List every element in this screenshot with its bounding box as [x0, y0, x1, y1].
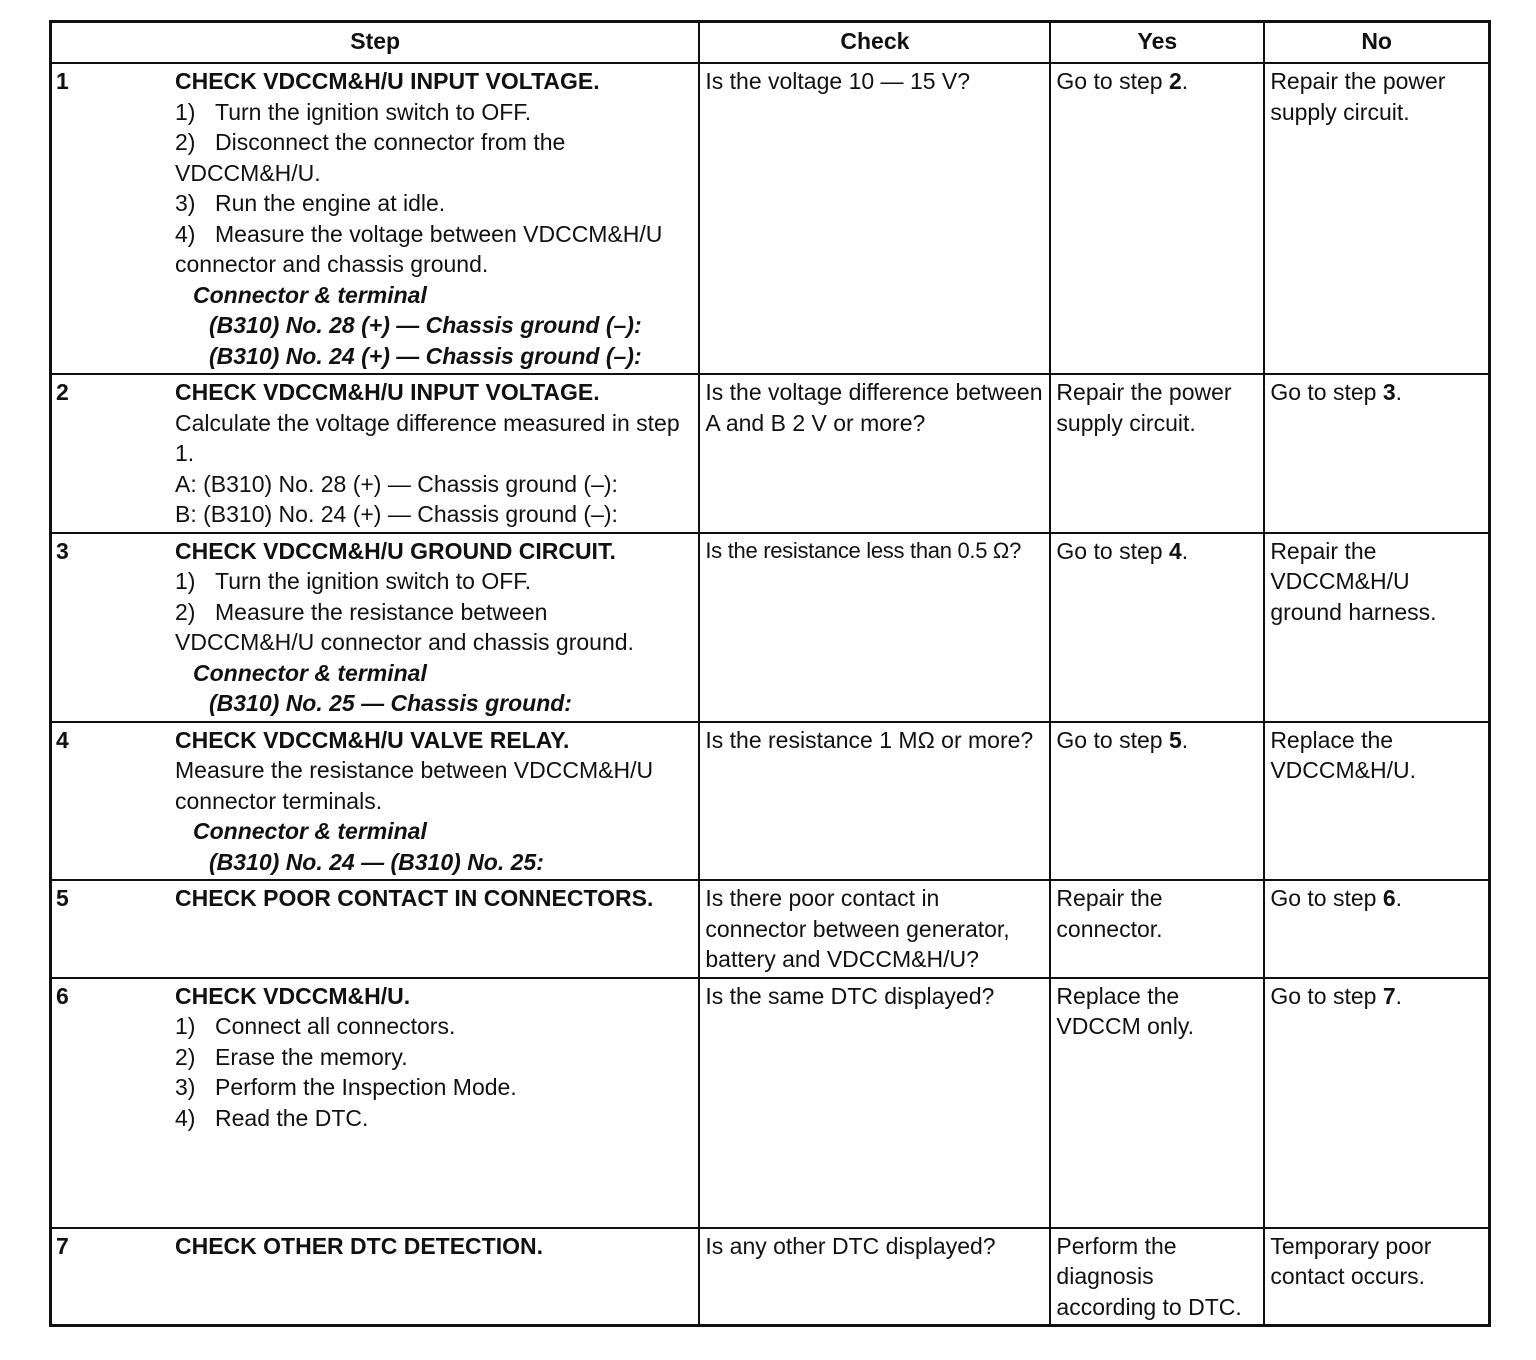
no-cell: Temporary poor contact occurs.: [1264, 1228, 1489, 1326]
step-title: CHECK POOR CONTACT IN CONNECTORS.: [175, 885, 654, 911]
no-cell: Repair the power supply circuit.: [1264, 63, 1489, 374]
connector-terminal-label: Connector & terminal: [193, 659, 427, 686]
yes-cell: Go to step 5.: [1050, 722, 1264, 881]
step-row-5: [51, 880, 1490, 978]
connector-terminal-value: (B310) No. 24 — (B310) No. 25:: [209, 848, 544, 875]
check-cell: Is the resistance less than 0.5 Ω?: [699, 533, 1050, 722]
no-cell: Replace the VDCCM&H/U.: [1264, 722, 1489, 881]
step-cell: [51, 880, 700, 978]
step-cell: [51, 1228, 700, 1326]
step-row-7: [51, 1228, 1490, 1326]
step-number: 4: [56, 726, 69, 753]
step-cell: [51, 63, 700, 374]
step-number: 1: [56, 68, 69, 94]
step-instruction: 4) Read the DTC.: [175, 1104, 369, 1131]
connector-terminal-label: Connector & terminal: [193, 281, 427, 308]
step-instruction: connector and chassis ground.: [175, 251, 489, 277]
check-cell: Is the voltage difference between A and B 2 V or more?: [699, 374, 1050, 533]
step-row-1: [51, 63, 1490, 374]
step-instruction: 2) Disconnect the connector from the: [175, 129, 566, 155]
header-no: No: [1264, 22, 1489, 64]
step-instruction: A: (B310) No. 28 (+) — Chassis ground (–):: [175, 470, 618, 497]
step-cell: [51, 722, 700, 881]
header-step: Step: [51, 22, 700, 64]
step-row-6: [51, 978, 1490, 1228]
step-number: 5: [56, 885, 69, 911]
step-cell: [51, 978, 700, 1228]
check-cell: Is any other DTC displayed?: [699, 1228, 1050, 1326]
header-row: [51, 22, 1490, 64]
step-number: 3: [56, 537, 69, 564]
step-instruction: 2) Measure the resistance between: [175, 598, 548, 625]
step-number: 7: [56, 1232, 69, 1259]
step-cell: [51, 533, 700, 722]
step-instruction: 2) Erase the memory.: [175, 1043, 408, 1070]
step-instruction: B: (B310) No. 24 (+) — Chassis ground (–):: [175, 501, 618, 527]
step-instruction: 1) Turn the ignition switch to OFF.: [175, 98, 532, 125]
step-instruction: 3) Run the engine at idle.: [175, 190, 446, 216]
yes-cell: Perform the diagnosis according to DTC.: [1050, 1228, 1264, 1326]
step-row-2: [51, 374, 1490, 533]
connector-terminal-label: Connector & terminal: [193, 818, 427, 844]
step-cell: [51, 374, 700, 533]
yes-cell: Go to step 4.: [1050, 533, 1264, 722]
yes-cell: Repair the connector.: [1050, 880, 1264, 978]
yes-cell: Replace the VDCCM only.: [1050, 978, 1264, 1228]
yes-cell: Go to step 2.: [1050, 63, 1264, 374]
step-instruction: 1) Connect all connectors.: [175, 1013, 456, 1039]
step-number: 6: [56, 982, 69, 1009]
yes-cell: Repair the power supply circuit.: [1050, 374, 1264, 533]
step-instruction: 3) Perform the Inspection Mode.: [175, 1074, 517, 1100]
step-title: CHECK OTHER DTC DETECTION.: [175, 1232, 543, 1259]
check-cell: Is the same DTC displayed?: [699, 978, 1050, 1228]
step-row-3: [51, 533, 1490, 722]
diagnostic-table: [49, 20, 1491, 1327]
step-title: CHECK VDCCM&H/U GROUND CIRCUIT.: [175, 537, 616, 564]
check-cell: Is the voltage 10 — 15 V?: [699, 63, 1050, 374]
step-instruction: 4) Measure the voltage between VDCCM&H/U: [175, 220, 663, 247]
step-instruction: Measure the resistance between VDCCM&H/U connector terminals.: [175, 757, 654, 814]
step-instruction: VDCCM&H/U connector and chassis ground.: [175, 629, 634, 655]
no-cell: Repair the VDCCM&H/U ground harness.: [1264, 533, 1489, 722]
check-cell: Is the resistance 1 MΩ or more?: [699, 722, 1050, 881]
check-cell: Is there poor contact in connector between generator, battery and VDCCM&H/U?: [699, 880, 1050, 978]
header-check: Check: [699, 22, 1050, 64]
no-cell: Go to step 3.: [1264, 374, 1489, 533]
step-number: 2: [56, 379, 69, 405]
connector-terminal-value: (B310) No. 28 (+) — Chassis ground (–):: [209, 312, 642, 338]
no-cell: Go to step 7.: [1264, 978, 1489, 1228]
no-cell: Go to step 6.: [1264, 880, 1489, 978]
step-title: CHECK VDCCM&H/U.: [175, 982, 411, 1009]
step-instruction: Calculate the voltage difference measured in step 1.: [175, 409, 680, 466]
step-instruction: 1) Turn the ignition switch to OFF.: [175, 568, 532, 594]
header-yes: Yes: [1050, 22, 1264, 64]
connector-terminal-value: (B310) No. 25 — Chassis ground:: [209, 690, 572, 716]
step-title: CHECK VDCCM&H/U VALVE RELAY.: [175, 726, 570, 753]
step-title: CHECK VDCCM&H/U INPUT VOLTAGE.: [175, 379, 600, 405]
step-row-4: [51, 722, 1490, 881]
connector-terminal-value: (B310) No. 24 (+) — Chassis ground (–):: [209, 342, 642, 369]
step-instruction: VDCCM&H/U.: [175, 159, 321, 186]
step-title: CHECK VDCCM&H/U INPUT VOLTAGE.: [175, 68, 600, 94]
